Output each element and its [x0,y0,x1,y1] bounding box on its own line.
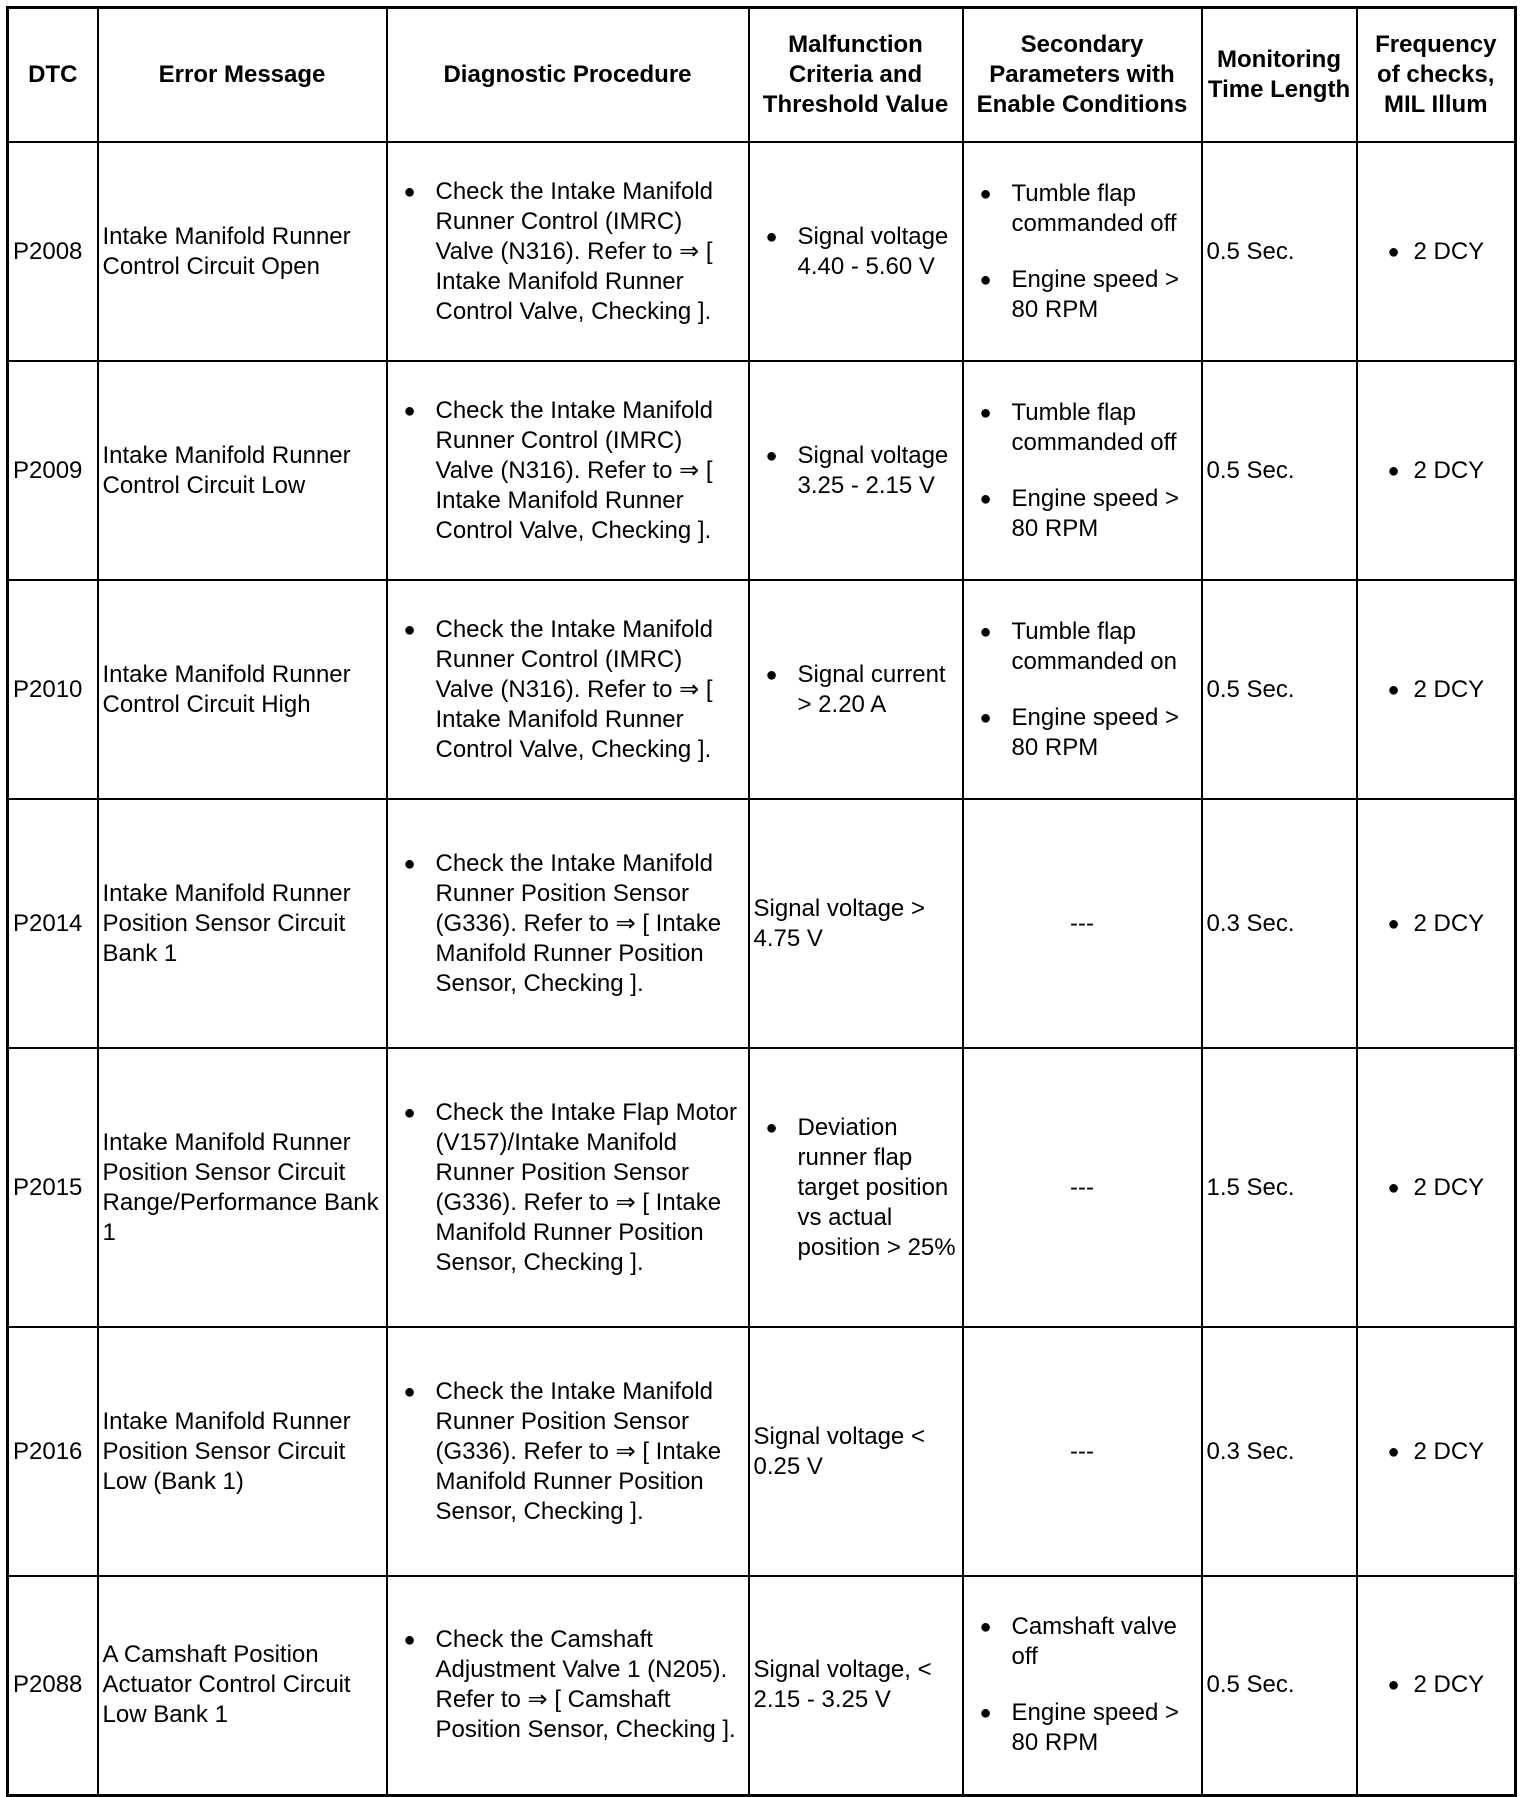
monitoring-time: 0.5 Sec. [1202,142,1357,361]
frequency-checks [1357,580,1516,799]
header-monitoring-time: Monitoring Time Length [1202,8,1357,143]
header-dtc: DTC [8,8,98,143]
frequency-checks [1357,142,1516,361]
header-row [8,8,1516,143]
dtc-table [6,6,1517,1797]
header-malfunction-criteria: Malfunction Criteria and Threshold Value [749,8,963,143]
dtc-code: P2010 [8,580,98,799]
malfunction-criteria [749,1048,963,1327]
monitoring-time: 0.5 Sec. [1202,580,1357,799]
procedure-item: ● Check the Intake Flap Motor (V157)/Intake Manifold Runner Position Sensor (G336). Refer to ⇒ [ Intake Manifold Runner Position Sensor, Checking ]. [392,1098,744,1278]
frequency-item: ● 2 DCY [1362,237,1511,267]
table-row [8,361,1516,580]
table-row [8,799,1516,1048]
malfunction-item: ● Signal voltage 3.25 - 2.15 V [754,441,958,501]
secondary-item: ● Camshaft valve off [968,1612,1197,1672]
monitoring-time: 1.5 Sec. [1202,1048,1357,1327]
procedure-item: ● Check the Intake Manifold Runner Control (IMRC) Valve (N316). Refer to ⇒ [ Intake Manifold Runner Control Valve, Checking ]. [392,396,744,546]
error-message: A Camshaft Position Actuator Control Circuit Low Bank 1 [98,1576,387,1795]
header-secondary-parameters: Secondary Parameters with Enable Conditions [963,8,1202,143]
secondary-item: ● Tumble flap commanded off [968,179,1197,239]
secondary-item: ● Engine speed > 80 RPM [968,1698,1197,1758]
frequency-checks [1357,1576,1516,1795]
malfunction-criteria: Signal voltage < 0.25 V [749,1327,963,1576]
error-message: Intake Manifold Runner Control Circuit Open [98,142,387,361]
malfunction-criteria: Signal voltage, < 2.15 - 3.25 V [749,1576,963,1795]
procedure-item: ● Check the Intake Manifold Runner Position Sensor (G336). Refer to ⇒ [ Intake Manifold Runner Position Sensor, Checking ]. [392,849,744,999]
frequency-item: ● 2 DCY [1362,1670,1511,1700]
frequency-item: ● 2 DCY [1362,456,1511,486]
diagnostic-procedure [387,580,749,799]
procedure-item: ● Check the Intake Manifold Runner Control (IMRC) Valve (N316). Refer to ⇒ [ Intake Manifold Runner Control Valve, Checking ]. [392,177,744,327]
secondary-item: ● Tumble flap commanded on [968,617,1197,677]
malfunction-item: ● Deviation runner flap target position vs actual position > 25% [754,1113,958,1263]
error-message: Intake Manifold Runner Position Sensor Circuit Bank 1 [98,799,387,1048]
monitoring-time: 0.3 Sec. [1202,1327,1357,1576]
error-message: Intake Manifold Runner Position Sensor Circuit Low (Bank 1) [98,1327,387,1576]
dtc-code: P2008 [8,142,98,361]
diagnostic-procedure [387,1327,749,1576]
dtc-code: P2088 [8,1576,98,1795]
diagnostic-procedure [387,1576,749,1795]
malfunction-criteria [749,142,963,361]
malfunction-criteria: Signal voltage > 4.75 V [749,799,963,1048]
diagnostic-procedure [387,799,749,1048]
secondary-item: ● Tumble flap commanded off [968,398,1197,458]
monitoring-time: 0.3 Sec. [1202,799,1357,1048]
table-row [8,1327,1516,1576]
table-row [8,1576,1516,1795]
header-diagnostic-procedure: Diagnostic Procedure [387,8,749,143]
monitoring-time: 0.5 Sec. [1202,1576,1357,1795]
secondary-parameters [963,361,1202,580]
error-message: Intake Manifold Runner Control Circuit Low [98,361,387,580]
diagnostic-procedure [387,142,749,361]
secondary-parameters: --- [963,1327,1202,1576]
monitoring-time: 0.5 Sec. [1202,361,1357,580]
error-message: Intake Manifold Runner Control Circuit High [98,580,387,799]
frequency-checks [1357,1327,1516,1576]
frequency-checks [1357,361,1516,580]
dtc-code: P2016 [8,1327,98,1576]
secondary-parameters: --- [963,799,1202,1048]
dtc-code: P2009 [8,361,98,580]
procedure-item: ● Check the Intake Manifold Runner Position Sensor (G336). Refer to ⇒ [ Intake Manifold Runner Position Sensor, Checking ]. [392,1377,744,1527]
secondary-item: ● Engine speed > 80 RPM [968,703,1197,763]
frequency-item: ● 2 DCY [1362,909,1511,939]
procedure-item: ● Check the Camshaft Adjustment Valve 1 (N205). Refer to ⇒ [ Camshaft Position Sensor, Checking ]. [392,1625,744,1745]
secondary-parameters [963,142,1202,361]
malfunction-item: ● Signal voltage 4.40 - 5.60 V [754,222,958,282]
malfunction-item: ● Signal current > 2.20 A [754,660,958,720]
diagnostic-procedure [387,361,749,580]
table-row [8,580,1516,799]
frequency-checks [1357,799,1516,1048]
dtc-code: P2015 [8,1048,98,1327]
error-message: Intake Manifold Runner Position Sensor Circuit Range/Performance Bank 1 [98,1048,387,1327]
table-row [8,142,1516,361]
procedure-item: ● Check the Intake Manifold Runner Control (IMRC) Valve (N316). Refer to ⇒ [ Intake Manifold Runner Control Valve, Checking ]. [392,615,744,765]
secondary-item: ● Engine speed > 80 RPM [968,484,1197,544]
frequency-item: ● 2 DCY [1362,1437,1511,1467]
diagnostic-procedure [387,1048,749,1327]
malfunction-criteria [749,361,963,580]
dtc-code: P2014 [8,799,98,1048]
frequency-checks [1357,1048,1516,1327]
secondary-parameters [963,580,1202,799]
table-row [8,1048,1516,1327]
header-error-message: Error Message [98,8,387,143]
malfunction-criteria [749,580,963,799]
secondary-item: ● Engine speed > 80 RPM [968,265,1197,325]
frequency-item: ● 2 DCY [1362,1173,1511,1203]
frequency-item: ● 2 DCY [1362,675,1511,705]
secondary-parameters [963,1576,1202,1795]
header-frequency: Frequency of checks, MIL Illum [1357,8,1516,143]
secondary-parameters: --- [963,1048,1202,1327]
